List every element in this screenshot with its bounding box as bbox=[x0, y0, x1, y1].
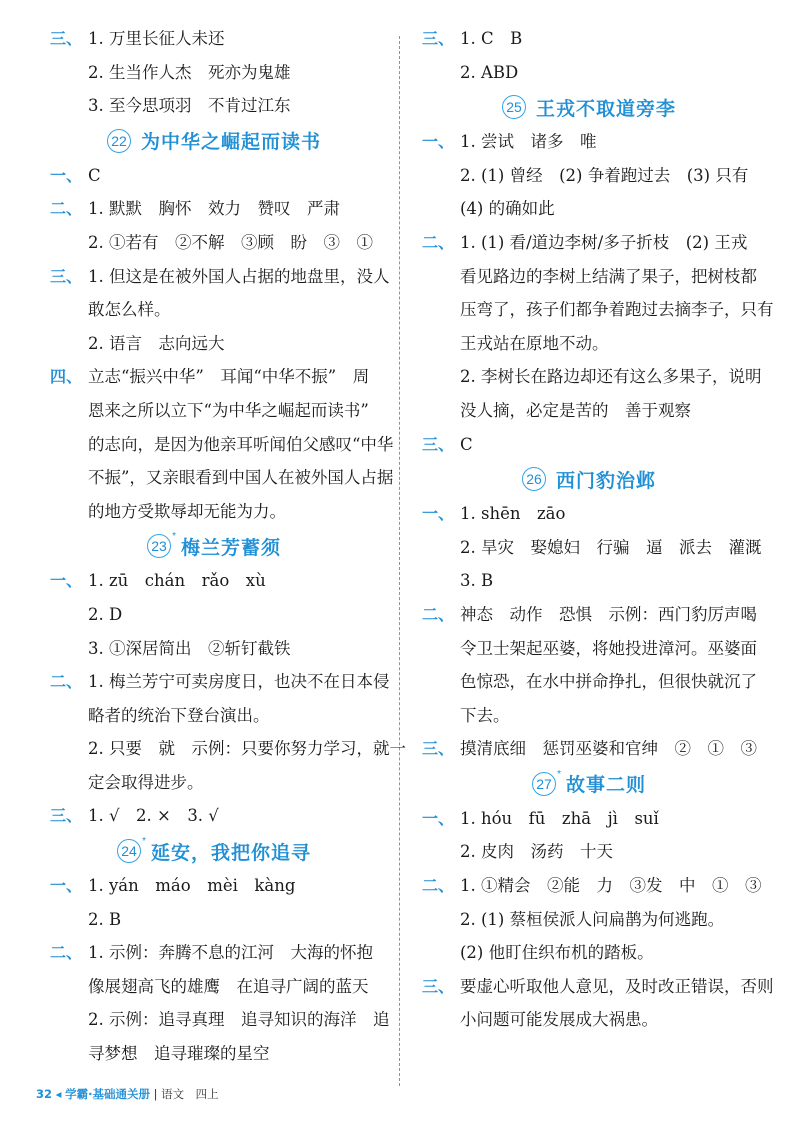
answer-line bbox=[410, 671, 768, 693]
answer-text: 1. (1) 看/道边李树/多子折枝 (2) 王戎 bbox=[460, 232, 748, 252]
page-footer bbox=[36, 1086, 219, 1102]
answer-line bbox=[410, 875, 768, 897]
section-number: 二、 bbox=[50, 943, 83, 963]
answer-line bbox=[410, 604, 768, 626]
answer-line bbox=[410, 366, 768, 388]
answer-text: 2. 语言 志向远大 bbox=[88, 333, 225, 353]
answer-line bbox=[410, 808, 768, 830]
answer-line bbox=[410, 266, 768, 288]
answer-text: 3. 至今思项羽 不肯过江东 bbox=[88, 96, 291, 116]
answer-line bbox=[38, 28, 390, 50]
answer-line bbox=[38, 942, 390, 964]
answer-text: 1. 尝试 诸多 唯 bbox=[460, 132, 597, 152]
answer-line bbox=[410, 434, 768, 456]
answer-text: 1. √ 2. × 3. √ bbox=[88, 806, 219, 826]
star-icon: * bbox=[557, 768, 561, 780]
lesson-title-text: 梅兰芳蓄须 bbox=[180, 536, 281, 559]
answer-text: 1. yán máo mèi kàng bbox=[88, 876, 296, 896]
section-number: 二、 bbox=[422, 232, 455, 252]
answer-line bbox=[38, 638, 390, 660]
answer-line bbox=[410, 638, 768, 660]
answer-line bbox=[38, 772, 390, 794]
answer-text: 2. 皮肉 汤药 十天 bbox=[460, 842, 613, 862]
answer-line bbox=[410, 570, 768, 592]
answer-line bbox=[38, 266, 390, 288]
answer-text: 定会取得进步。 bbox=[88, 772, 204, 792]
answer-text: 1. zū chán rǎo xù bbox=[88, 571, 266, 591]
answer-line bbox=[410, 62, 768, 84]
answer-line bbox=[410, 909, 768, 931]
answer-line bbox=[38, 467, 394, 489]
answer-text: 略者的统治下登台演出。 bbox=[88, 705, 270, 725]
answer-line bbox=[410, 333, 768, 355]
answer-text: 2. D bbox=[88, 604, 123, 624]
lesson-title bbox=[38, 531, 390, 559]
section-number: 一、 bbox=[422, 132, 455, 152]
answer-text: 要虚心听取他人意见，及时改正错误，否则 bbox=[460, 976, 774, 996]
answer-line bbox=[38, 1043, 390, 1065]
star-icon: * bbox=[142, 836, 146, 848]
answer-line bbox=[410, 1009, 768, 1031]
lesson-number-badge: 26 bbox=[522, 467, 546, 491]
answer-text: 2. ①若有 ②不解 ③顾 盼 ③ ① bbox=[88, 232, 373, 252]
lesson-title-text: 延安，我把你追寻 bbox=[150, 841, 311, 864]
answer-line bbox=[38, 400, 390, 422]
answer-line bbox=[410, 503, 768, 525]
answer-text: 王戎站在原地不动。 bbox=[460, 333, 609, 353]
answer-line bbox=[38, 976, 390, 998]
answer-text: 1. shēn zāo bbox=[460, 504, 566, 524]
answer-text: 2. 李树长在路边却还有这么多果子，说明 bbox=[460, 367, 762, 387]
answer-text: 2. (1) 曾经 (2) 争着跑过去 (3) 只有 bbox=[460, 165, 749, 185]
page-number: 32 bbox=[36, 1087, 53, 1101]
answer-text: 2. 生当作人杰 死亦为鬼雄 bbox=[88, 62, 291, 82]
answer-line bbox=[410, 232, 768, 254]
answer-line bbox=[38, 62, 390, 84]
star-icon: * bbox=[172, 531, 176, 543]
answer-line bbox=[38, 805, 390, 827]
answer-text: 看见路边的李树上结满了果子，把树枝都 bbox=[460, 266, 757, 286]
answer-text: 立志“振兴中华” 耳闻“中华不振” 周 bbox=[88, 367, 370, 387]
answer-line bbox=[410, 131, 768, 153]
answer-text: 不振”，又亲眼看到中国人在被外国人占据 bbox=[88, 468, 394, 488]
footer-separator: | bbox=[153, 1087, 158, 1101]
book-brand: 学霸·基础通关册 bbox=[65, 1087, 150, 1101]
answer-text: 的地方受欺辱却无能为力。 bbox=[88, 501, 286, 521]
answer-line bbox=[38, 198, 390, 220]
answer-text: 2. 示例：追寻真理 追寻知识的海洋 追 bbox=[88, 1010, 390, 1030]
section-number: 三、 bbox=[422, 29, 455, 48]
answer-text: 像展翅高飞的雄鹰 在追寻广阔的蓝天 bbox=[88, 976, 369, 996]
answer-text: 摸清底细 惩罚巫婆和官绅 ② ① ③ bbox=[460, 739, 757, 759]
lesson-title-text: 西门豹治邺 bbox=[555, 469, 656, 492]
answer-text: 2. ABD bbox=[460, 62, 519, 82]
answer-text: 的志向，是因为他亲耳听闻伯父感叹“中华 bbox=[88, 434, 394, 454]
answer-line bbox=[410, 705, 768, 727]
answer-line bbox=[38, 299, 390, 321]
subject-label: 语文 四上 bbox=[161, 1087, 219, 1101]
answer-line bbox=[38, 875, 390, 897]
answer-line bbox=[410, 28, 768, 50]
section-number: 三、 bbox=[50, 266, 83, 286]
answer-line bbox=[38, 232, 390, 254]
lesson-title bbox=[38, 129, 390, 153]
answer-text: 没人摘，必定是苦的 善于观察 bbox=[460, 400, 691, 420]
section-number: 一、 bbox=[422, 504, 455, 524]
answer-text: 小问题可能发展成大祸患。 bbox=[460, 1010, 658, 1030]
section-number: 三、 bbox=[422, 976, 455, 996]
answer-text: 1. 梅兰芳宁可卖房度日，也决不在日本侵 bbox=[88, 672, 390, 692]
lesson-title bbox=[410, 95, 768, 119]
lesson-title-text: 王戎不取道旁李 bbox=[535, 97, 676, 120]
answer-line bbox=[38, 333, 390, 355]
answer-text: 下去。 bbox=[460, 705, 510, 725]
footer-dot: ◂ bbox=[55, 1087, 62, 1101]
answer-text: 3. B bbox=[460, 571, 494, 591]
answer-line bbox=[38, 705, 390, 727]
section-number: 三、 bbox=[422, 739, 455, 759]
answer-line bbox=[38, 501, 390, 523]
lesson-title-text: 为中华之崛起而读书 bbox=[140, 131, 321, 154]
answer-line bbox=[38, 604, 390, 626]
answer-text: 3. ①深居简出 ②斩钉截铁 bbox=[88, 638, 291, 658]
answer-line bbox=[410, 738, 768, 760]
answer-text: (2) 他盯住织布机的踏板。 bbox=[460, 943, 654, 963]
section-number: 二、 bbox=[50, 199, 83, 219]
answer-line bbox=[38, 738, 406, 760]
section-number: 一、 bbox=[50, 165, 83, 185]
section-number: 二、 bbox=[422, 604, 455, 624]
answer-line bbox=[410, 400, 768, 422]
answer-text: 1. 万里长征人未还 bbox=[88, 29, 225, 48]
left-column bbox=[38, 28, 406, 1077]
section-number: 四、 bbox=[50, 367, 83, 387]
section-number: 三、 bbox=[422, 434, 455, 454]
answer-text: 寻梦想 追寻璀璨的星空 bbox=[88, 1044, 270, 1064]
column-divider bbox=[399, 36, 400, 1086]
answer-text: 1. 默默 胸怀 效力 赞叹 严肃 bbox=[88, 199, 340, 219]
section-number: 一、 bbox=[50, 876, 83, 896]
answer-text: C bbox=[88, 165, 101, 185]
lesson-number-badge: 25 bbox=[502, 95, 526, 119]
lesson-number-badge: 27 * bbox=[532, 772, 556, 796]
answer-text: 压弯了，孩子们都争着跑过去摘李子，只有 bbox=[460, 300, 774, 320]
answer-line bbox=[410, 841, 768, 863]
answer-text: 1. C B bbox=[460, 29, 523, 48]
lesson-title bbox=[38, 836, 390, 864]
answer-text: 2. (1) 蔡桓侯派人问扁鹊为何逃跑。 bbox=[460, 909, 725, 929]
lesson-number-badge: 23 * bbox=[147, 534, 171, 558]
answer-line bbox=[38, 366, 390, 388]
answer-text: 2. B bbox=[88, 909, 122, 929]
answer-line bbox=[38, 671, 390, 693]
answer-text: 2. 只要 就 示例：只要你努力学习，就一 bbox=[88, 739, 406, 759]
answer-text: (4) 的确如此 bbox=[460, 199, 555, 219]
answer-text: C bbox=[460, 434, 473, 454]
answer-text: 神态 动作 恐惧 示例：西门豹厉声喝 bbox=[460, 604, 757, 624]
lesson-title-text: 故事二则 bbox=[565, 774, 646, 797]
answer-line bbox=[410, 976, 774, 998]
answer-line bbox=[410, 942, 768, 964]
answer-line bbox=[410, 165, 768, 187]
lesson-title bbox=[410, 768, 768, 797]
answer-line bbox=[38, 570, 390, 592]
section-number: 一、 bbox=[50, 571, 83, 591]
answer-text: 1. 示例：奔腾不息的江河 大海的怀抱 bbox=[88, 943, 373, 963]
answer-line bbox=[410, 299, 774, 321]
answer-line bbox=[38, 434, 394, 456]
answer-text: 1. hóu fū zhā jì suǐ bbox=[460, 808, 659, 828]
answer-line bbox=[410, 537, 768, 559]
answer-text: 令卫士架起巫婆，将她投进漳河。巫婆面 bbox=[460, 638, 757, 658]
lesson-number-badge: 24 * bbox=[117, 839, 141, 863]
answer-text: 敢怎么样。 bbox=[88, 300, 171, 320]
answer-text: 1. ①精会 ②能 力 ③发 中 ① ③ bbox=[460, 876, 762, 896]
section-number: 一、 bbox=[422, 808, 455, 828]
answer-line bbox=[410, 198, 768, 220]
answer-text: 恩来之所以立下“为中华之崛起而读书” bbox=[88, 400, 369, 420]
lesson-number-badge: 22 bbox=[107, 129, 131, 153]
section-number: 三、 bbox=[50, 29, 83, 48]
section-number: 二、 bbox=[422, 876, 455, 896]
answer-text: 2. 旱灾 娶媳妇 行骗 逼 派去 灌溉 bbox=[460, 537, 762, 557]
answer-text: 1. 但这是在被外国人占据的地盘里，没人 bbox=[88, 266, 390, 286]
section-number: 二、 bbox=[50, 672, 83, 692]
right-column bbox=[410, 28, 774, 1043]
answer-line bbox=[38, 1009, 390, 1031]
answer-line bbox=[38, 95, 390, 117]
answer-text: 色惊恐，在水中拼命挣扎，但很快就沉了 bbox=[460, 672, 757, 692]
lesson-title bbox=[410, 467, 768, 491]
section-number: 三、 bbox=[50, 806, 83, 826]
answer-line bbox=[38, 165, 390, 187]
answer-line bbox=[38, 909, 390, 931]
